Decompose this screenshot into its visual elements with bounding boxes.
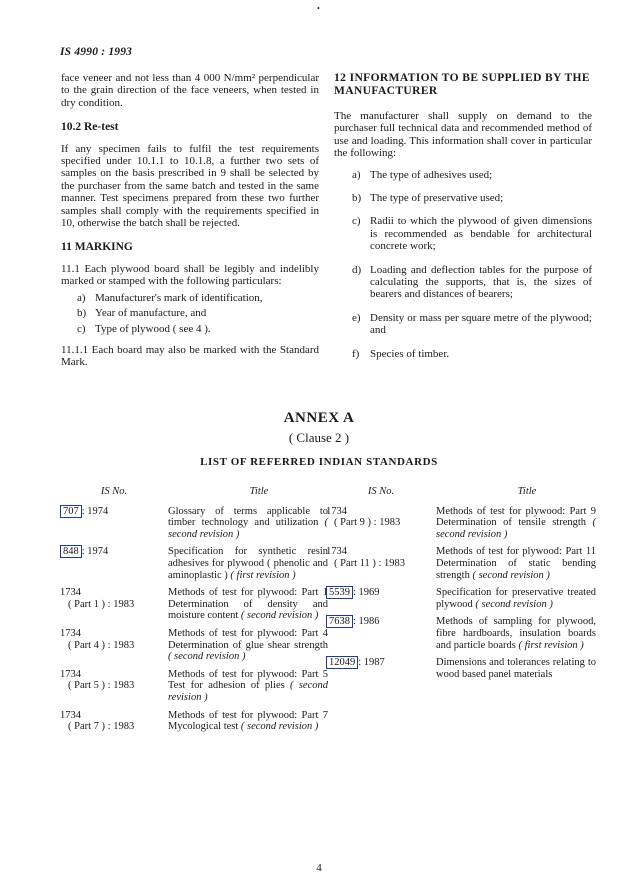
page-top-mark: • — [317, 4, 320, 13]
is-no-header: IS No. — [367, 486, 395, 497]
standard-title-cell — [168, 669, 328, 704]
revision-note: ( second revision ) — [472, 569, 550, 581]
revision-note: ( second revision ) — [240, 721, 319, 733]
marking-note: 11.1.1 Each board may also be marked with the Standard Mark. — [61, 343, 319, 369]
standard-title: Methods of sampling for plywood, fibre hardboards, insulation boards and particle boards — [436, 616, 596, 651]
revision-note: ( second revision ) — [168, 517, 328, 540]
revision-note: ( second revision ) — [168, 651, 246, 663]
list-item-text: Type of plywood ( see 4 ). — [95, 322, 211, 335]
table-row — [326, 616, 596, 651]
table-row — [326, 657, 596, 680]
revision-note: ( second revision ) — [475, 598, 553, 610]
revision-note: ( second revision ) — [240, 610, 319, 622]
is-year: : 1987 — [358, 657, 385, 669]
is-number[interactable]: 707 — [60, 505, 82, 518]
list-item-letter: a) — [352, 168, 361, 181]
is-number[interactable]: 5539 — [326, 586, 353, 599]
standard-title: Methods of test for plywood: Part 4 Determination of glue shear strength — [168, 627, 328, 651]
is-no-cell — [326, 616, 436, 651]
is-number[interactable]: 12049 — [326, 656, 358, 669]
list-item-letter: b) — [77, 307, 87, 320]
right-column — [334, 72, 592, 371]
revision-note: ( second revision ) — [168, 680, 328, 703]
list-item — [352, 169, 592, 181]
is-no-cell — [60, 669, 168, 704]
standard-title: Methods of test for plywood: Part 5 Test for adhesion of plies — [168, 668, 328, 692]
list-item-letter: f) — [352, 347, 360, 360]
is-part: ( Part 5 ) : 1983 — [68, 680, 135, 692]
title-header: Title — [517, 486, 537, 497]
annex-list-title: LIST OF REFERRED INDIAN STANDARDS — [200, 456, 438, 468]
is-no-cell — [60, 628, 168, 663]
list-item-text: Radii to which the plywood of given dimensions is recommended as bendable for architectural concrete work; — [370, 215, 592, 253]
page-number: 4 — [316, 862, 322, 874]
is-number: 1734 — [60, 709, 81, 721]
standard-title: Methods of test for plywood: Part 11 Determination of static bending strength — [436, 546, 596, 581]
list-item-letter: b) — [352, 192, 362, 205]
standard-title: Glossary of terms applicable to timber technology and utilization — [168, 505, 328, 529]
standard-title: Methods of test for plywood: Part 7 Mycological test — [168, 709, 328, 733]
list-item-text: The type of preservative used; — [370, 192, 504, 205]
list-item — [352, 215, 592, 252]
marking-heading: 11 MARKING — [61, 241, 133, 254]
list-item — [352, 312, 592, 337]
is-part: ( Part 7 ) : 1983 — [68, 721, 135, 733]
title-header: Title — [249, 486, 269, 497]
list-item-text: Year of manufacture, and — [95, 307, 207, 320]
list-item-letter: c) — [77, 322, 86, 335]
is-year: : 1974 — [81, 505, 109, 517]
revision-note: ( first revision ) — [230, 569, 296, 581]
standard-title-cell — [436, 616, 596, 651]
table-row — [326, 587, 596, 610]
is-part: ( Part 11 ) : 1983 — [334, 557, 406, 569]
is-number[interactable]: 7638 — [326, 615, 353, 628]
standards-table-left — [60, 486, 328, 739]
list-item — [77, 292, 319, 304]
is-number: 1734 — [60, 668, 81, 680]
standard-title-cell — [436, 587, 596, 610]
list-item — [352, 348, 592, 360]
list-item — [77, 323, 319, 335]
is-no-cell — [60, 587, 168, 622]
intro-paragraph: face veneer and not less than 4 000 N/mm² perpendicular to the grain direction of the face veneers, when tested in dry condition. — [61, 72, 319, 109]
annex-clause: ( Clause 2 ) — [288, 430, 350, 445]
table-row — [326, 546, 596, 581]
table-header — [326, 486, 596, 498]
standard-title-cell — [168, 628, 328, 663]
left-column — [61, 72, 319, 369]
is-no-header: IS No. — [100, 486, 128, 497]
is-number: 1734 — [326, 505, 347, 517]
table-row — [60, 669, 328, 704]
is-number: 1734 — [326, 546, 347, 558]
annex-title: ANNEX A — [283, 410, 355, 426]
list-item — [352, 264, 592, 301]
is-no-cell — [326, 657, 436, 680]
is-part: ( Part 4 ) : 1983 — [68, 639, 135, 651]
table-row — [60, 546, 328, 581]
list-item-text: Density or mass per square metre of the plywood; and — [370, 311, 592, 337]
retest-heading: 10.2 Re-test — [61, 121, 119, 134]
info-list — [334, 169, 592, 360]
is-number[interactable]: 848 — [60, 545, 82, 558]
is-no-cell — [326, 546, 436, 581]
is-part: ( Part 9 ) : 1983 — [334, 517, 401, 529]
marking-paragraph: 11.1 Each plywood board shall be legibly and indelibly marked or stamped with the following particulars: — [61, 262, 319, 288]
revision-note: ( first revision ) — [518, 639, 584, 651]
retest-paragraph: If any specimen fails to fulfil the test requirements specified under 10.1.1 to 10.1.8, a further two sets of samples on the basis prescribed in 9 shall be selected by the purchaser from the same batch and tested in the same manner. Test specimens prepared from these two further samples shall comply with the requirements specified in 10, otherwise the batch shall be rejected. — [61, 142, 319, 230]
is-no-cell — [60, 546, 168, 581]
standard-title-cell — [436, 546, 596, 581]
list-item-text: Species of timber. — [370, 347, 450, 360]
is-year: : 1969 — [353, 587, 380, 599]
revision-note: ( second revision ) — [436, 517, 596, 540]
standard-title-cell — [436, 657, 596, 680]
table-row — [60, 506, 328, 541]
table-row — [60, 710, 328, 733]
table-row — [326, 506, 596, 541]
standards-table-right — [326, 486, 596, 686]
standard-header: IS 4990 : 1993 — [60, 46, 133, 58]
is-no-cell — [326, 587, 436, 610]
is-number: 1734 — [60, 627, 81, 639]
standard-title-cell — [168, 506, 328, 541]
is-part: ( Part 1 ) : 1983 — [68, 598, 135, 610]
list-item-letter: a) — [77, 291, 86, 304]
standard-title: Specification for synthetic resin adhesives for plywood ( phenolic and aminoplastic ) — [168, 546, 328, 581]
standard-title-cell — [436, 506, 596, 541]
table-row — [60, 587, 328, 622]
is-no-cell — [60, 710, 168, 733]
table-header — [60, 486, 328, 498]
is-year: : 1986 — [353, 616, 380, 628]
standard-title-cell — [168, 710, 328, 733]
is-no-cell — [60, 506, 168, 541]
list-item-text: Manufacturer's mark of identification, — [95, 291, 263, 304]
list-item-text: The type of adhesives used; — [370, 168, 493, 181]
marking-list — [61, 292, 319, 335]
list-item-letter: d) — [352, 263, 362, 276]
list-item — [352, 192, 592, 204]
standard-title: Methods of test for plywood: Part 1 Determination of density and moisture content — [168, 587, 328, 622]
standard-title-cell — [168, 546, 328, 581]
is-no-cell — [326, 506, 436, 541]
table-row — [60, 628, 328, 663]
standard-title: Dimensions and tolerances relating to wood based panel materials — [436, 657, 596, 680]
standard-title: Specification for preservative treated plywood — [436, 587, 596, 610]
list-item — [77, 307, 319, 319]
info-heading: 12 INFORMATION TO BE SUPPLIED BY THE MANUFACTURER — [334, 72, 590, 97]
standard-title-cell — [168, 587, 328, 622]
list-item-text: Loading and deflection tables for the purpose of calculating the supports, that is, the sizes of bearers and distances of bearers; — [370, 263, 592, 301]
list-item-letter: e) — [352, 311, 361, 324]
standard-title: Methods of test for plywood: Part 9 Determination of tensile strength — [436, 505, 596, 529]
is-year: : 1974 — [81, 546, 109, 558]
info-paragraph: The manufacturer shall supply on demand to the purchaser full technical data and recommended method of use and loading. This information shall cover in particular the following: — [334, 110, 592, 160]
is-number: 1734 — [60, 587, 81, 599]
list-item-letter: c) — [352, 215, 361, 228]
